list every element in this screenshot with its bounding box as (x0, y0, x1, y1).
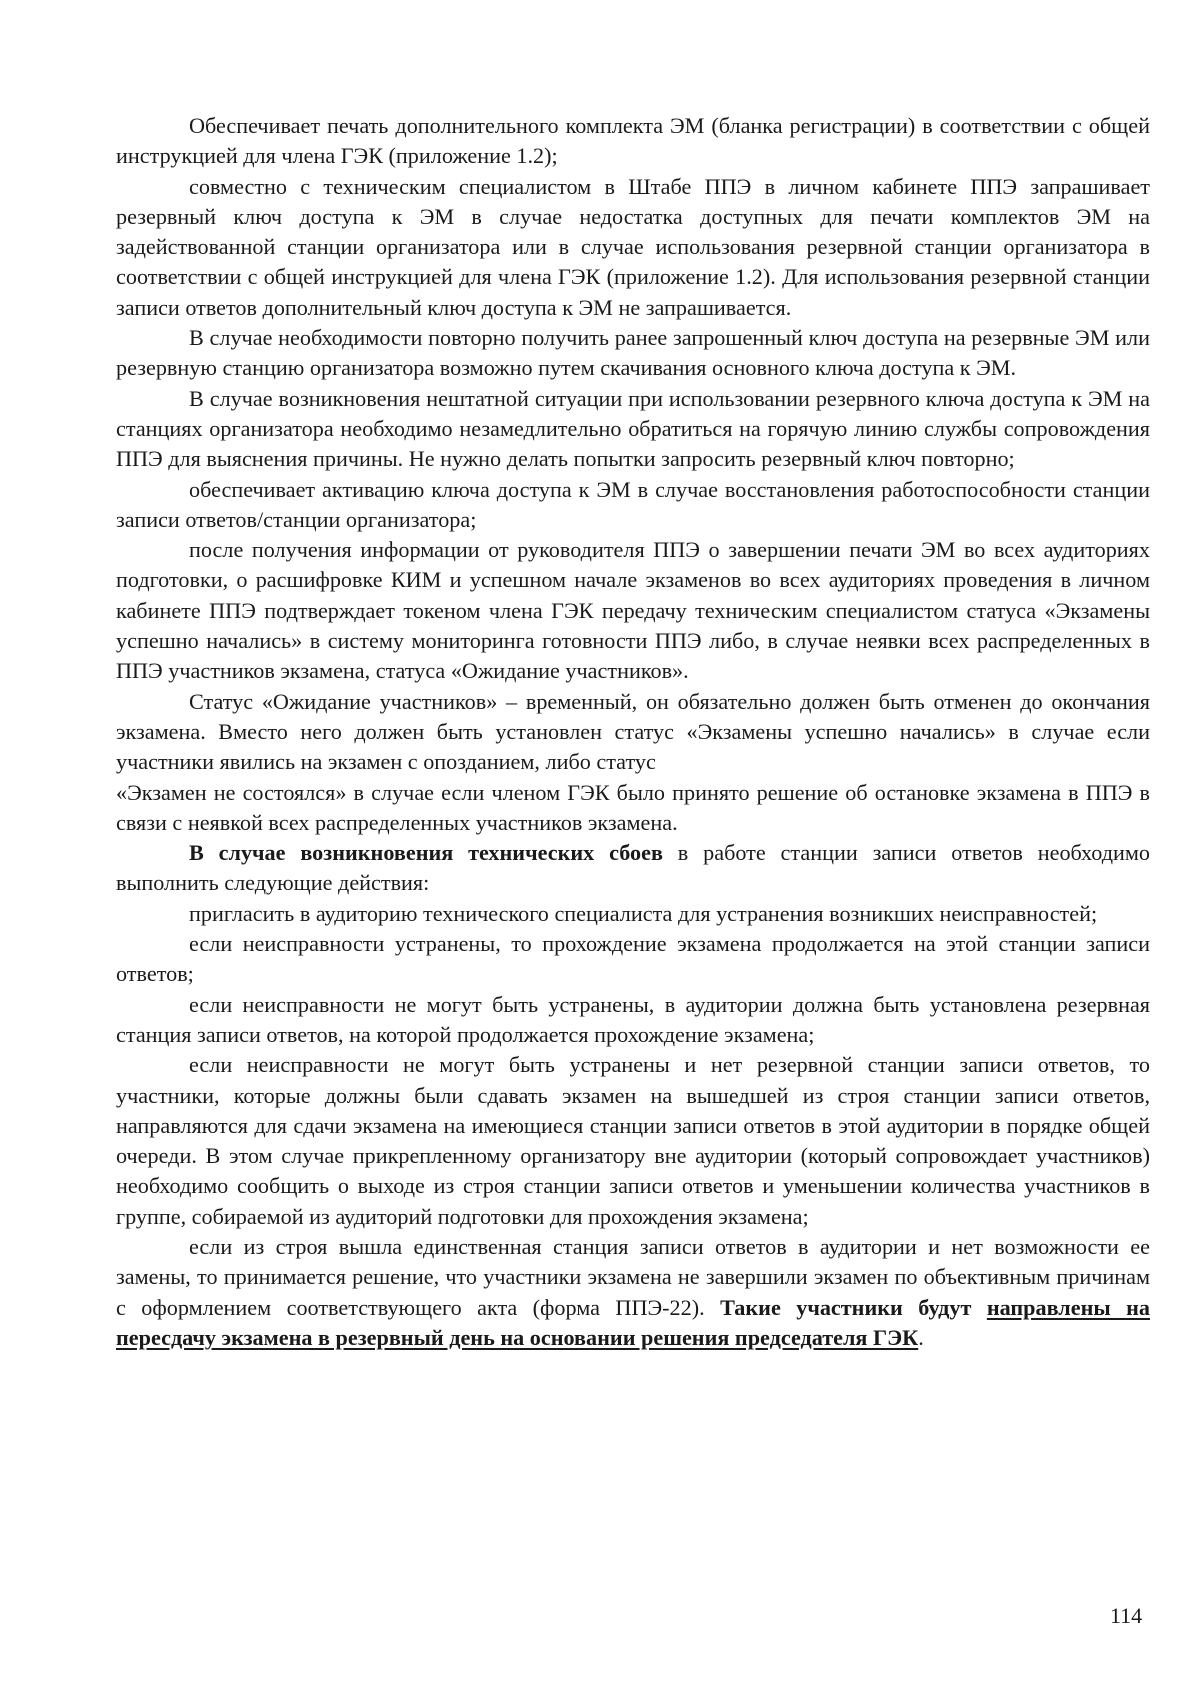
paragraph-exam-not-held: «Экзамен не состоялся» в случае если членом ГЭК было принято решение об остановке экзамена в ППЭ в связи с неявкой всех распределенных участников экзамена. (116, 779, 1150, 835)
single-station-failed-text: если из строя вышла единственная станция записи ответов в аудитории и нет возможности ее замены, то принимается решение, что участники экзамена не завершили экзамен по объективным причинам с оформлением соответствующего акта (форма ППЭ-22). (116, 1233, 1150, 1320)
paragraph-key-activation: обеспечивает активацию ключа доступа к ЭМ в случае восстановления работоспособности станции записи ответов/станции организатора; (116, 476, 1150, 532)
paragraph-technical-failures (116, 838, 1150, 899)
paragraph-emergency-hotline: В случае возникновения нештатной ситуации при использовании резервного ключа доступа к ЭМ на станциях организатора необходимо незамедлительно обратиться на горячую линию службы сопровождения ППЭ для выяснения причины. Не нужно делать попытки запросить резервный ключ повторно; (116, 385, 1150, 472)
page-number: 114 (1110, 1603, 1143, 1628)
retake-bold-text: Такие участники будут (720, 1294, 987, 1320)
paragraph-reserve-key-request: совместно с техническим специалистом в Штабе ППЭ в личном кабинете ППЭ запрашивает резервный ключ доступа к ЭМ в случае недостатка доступных для печати комплектов ЭМ на задействованной станции организатора или в случае использования резервной станции организатора в соответствии с общей инструкцией для члена ГЭК (приложение 1.2). Для использования резервной станции записи ответов дополнительный ключ доступа к ЭМ не запрашивается. (116, 173, 1150, 320)
retake-period: . (918, 1324, 924, 1350)
page-body (116, 111, 1150, 1353)
retake-underlined-text: направлены на пересдачу экзамена в резервный день на основании решения председателя ГЭК (116, 1294, 1150, 1350)
paragraph-waiting-status-note: Статус «Ожидание участников» – временный, он обязательно должен быть отменен до окончания экзамена. Вместо него должен быть установлен статус «Экзамены успешно начались» в случае если участники явились на экзамен с опозданием, либо статус (116, 688, 1150, 775)
paragraph-repeat-key-download: В случае необходимости повторно получить ранее запрошенный ключ доступа на резервные ЭМ или резервную станцию организатора возможно путем скачивания основного ключа доступа к ЭМ. (116, 325, 1150, 381)
paragraph-faults-fixed: если неисправности устранены, то прохождение экзамена продолжается на этой станции записи ответов; (116, 931, 1150, 987)
paragraph-no-reserve-station: если неисправности не могут быть устранены и нет резервной станции записи ответов, то участники, которые должны были сдавать экзамен на вышедшей из строя станции записи ответов, направляются для сдачи экзамена на имеющиеся станции записи ответов в этой аудитории в порядке общей очереди. В этом случае прикрепленному организатору вне аудитории (который сопровождает участников) необходимо сообщить о выходе из строя станции записи ответов и уменьшении количества участников в группе, собираемой из аудиторий подготовки для прохождения экзамена; (116, 1052, 1150, 1229)
technical-failures-text: в работе станции записи ответов необходимо выполнить следующие действия: (116, 840, 1150, 896)
paragraph-print-extra-kit: Обеспечивает печать дополнительного комплекта ЭМ (бланка регистрации) в соответствии с общей инструкцией для члена ГЭК (приложение 1.2); (116, 113, 1150, 169)
technical-failures-heading: В случае возникновения технических сбоев (189, 840, 663, 866)
paragraph-install-reserve-station: если неисправности не могут быть устранены, в аудитории должна быть установлена резервная станция записи ответов, на которой продолжается прохождение экзамена; (116, 991, 1150, 1047)
paragraph-single-station-failed (116, 1232, 1150, 1353)
paragraph-invite-specialist: пригласить в аудиторию технического специалиста для устранения возникших неисправностей; (189, 900, 1098, 926)
paragraph-exam-start-status: после получения информации от руководителя ППЭ о завершении печати ЭМ во всех аудиториях подготовки, о расшифровке КИМ и успешном начале экзаменов во всех аудиториях проведения в личном кабинете ППЭ подтверждает токеном члена ГЭК передачу техническим специалистом статуса «Экзамены успешно начались» в систему мониторинга готовности ППЭ либо, в случае неявки всех распределенных в ППЭ участников экзамена, статуса «Ожидание участников». (116, 537, 1150, 684)
